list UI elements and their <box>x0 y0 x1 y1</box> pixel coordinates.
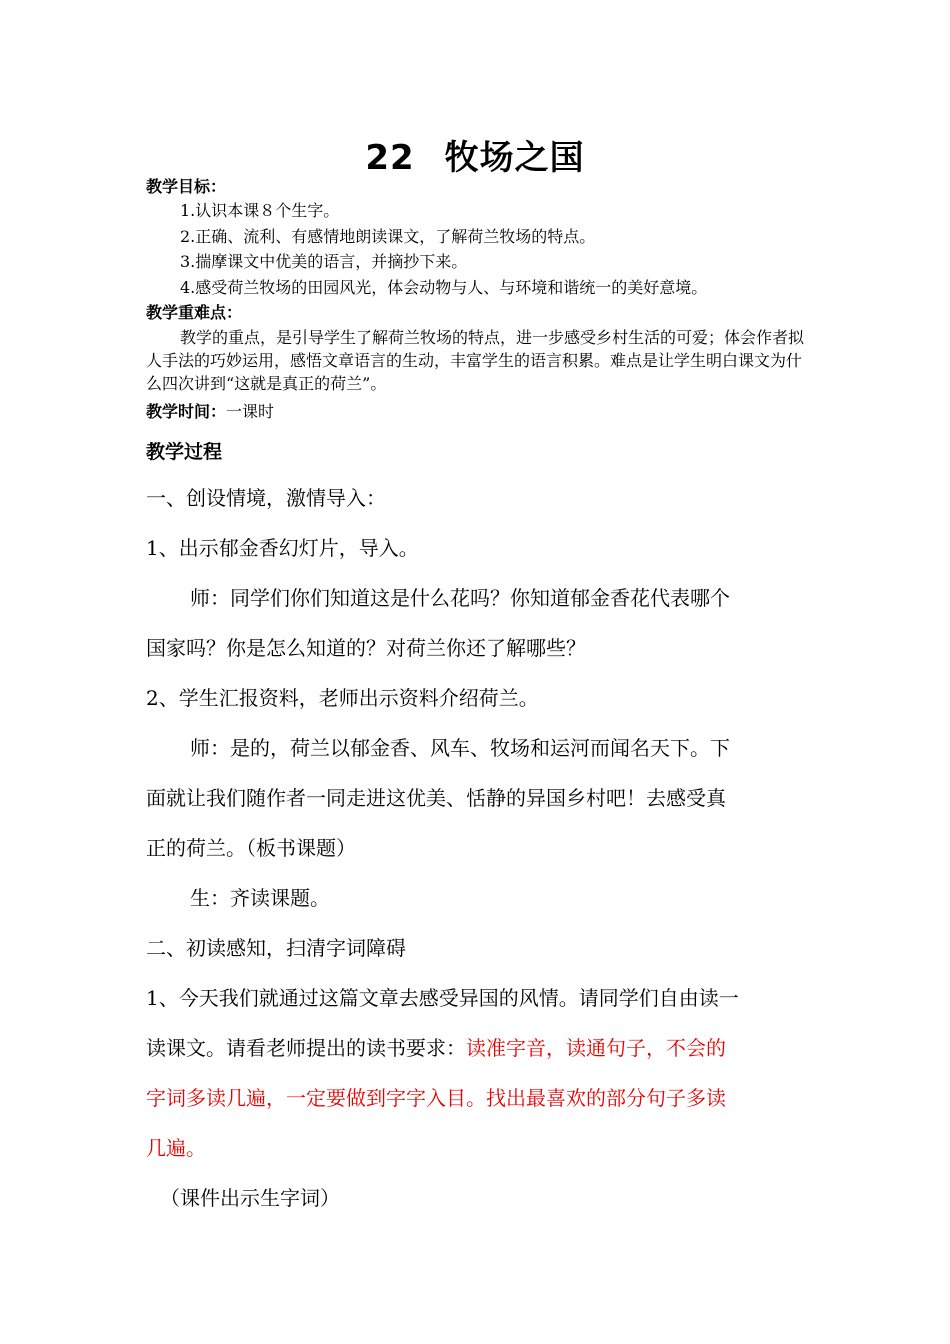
teacher-line-2a: 师：是的，荷兰以郁金香、风车、牧场和运河而闻名天下。下 <box>190 736 730 760</box>
courseware-note: （课件出示生字词） <box>160 1186 340 1210</box>
reading-requirement-2: 字词多读几遍，一定要做到字字入目。找出最喜欢的部分句子多读 <box>146 1086 726 1110</box>
objective-item-2: 2.正确、流利、有感情地朗读课文，了解荷兰牧场的特点。 <box>180 227 596 246</box>
objective-item-1: 1.认识本课８个生字。 <box>180 201 340 220</box>
reading-requirement-3: 几遍。 <box>146 1136 206 1160</box>
key-points-text: 教学的重点，是引导学生了解荷兰牧场的特点，进一步感受乡村生活的可爱；体会作者拟人手法的巧妙运用，感悟文章语言的生动，丰富学生的语言积累。难点是让学生明白课文为什么四次讲到“这就是真正的荷兰”。 <box>146 328 805 393</box>
teacher-line-1a: 师：同学们你们知道这是什么花吗？你知道郁金香花代表哪个 <box>190 586 730 610</box>
page-title <box>0 130 950 179</box>
process-heading: 教学过程 <box>146 441 223 463</box>
section-1-heading: 一、创设情境，激情导入： <box>146 486 386 510</box>
teacher-line-2c: 正的荷兰。（板书课题） <box>146 836 356 860</box>
objective-item-3: 3.揣摩课文中优美的语言，并摘抄下来。 <box>180 252 468 271</box>
teacher-line-2b: 面就让我们随作者一同走进这优美、恬静的异国乡村吧！去感受真 <box>146 786 726 810</box>
step-3-line-2-text: 读课文。请看老师提出的读书要求： <box>146 1036 466 1060</box>
section-2-heading: 二、初读感知，扫清字词障碍 <box>146 936 406 960</box>
teaching-time-value: 一课时 <box>226 402 275 421</box>
objective-item-4: 4.感受荷兰牧场的田园风光，体会动物与人、与环境和谐统一的美好意境。 <box>180 278 708 297</box>
objectives-heading: 教学目标： <box>146 177 227 196</box>
step-2: 2、学生汇报资料，老师出示资料介绍荷兰。 <box>146 686 539 710</box>
student-line-1: 生：齐读课题。 <box>190 886 330 910</box>
step-3-line-1: 1、今天我们就通过这篇文章去感受异国的风情。请同学们自由读一 <box>146 986 739 1010</box>
key-points-heading: 教学重难点： <box>146 303 243 322</box>
lesson-title: 牧场之国 <box>444 138 585 178</box>
teaching-time <box>146 401 826 423</box>
teacher-line-1b: 国家吗？你是怎么知道的？对荷兰你还了解哪些？ <box>146 636 586 660</box>
step-3-line-2 <box>146 1023 811 1073</box>
step-1: 1、出示郁金香幻灯片，导入。 <box>146 536 419 560</box>
reading-requirement-1: 读准字音，读通句子，不会的 <box>466 1036 726 1060</box>
lesson-number: 22 <box>365 138 415 178</box>
teaching-time-label: 教学时间： <box>146 402 227 421</box>
